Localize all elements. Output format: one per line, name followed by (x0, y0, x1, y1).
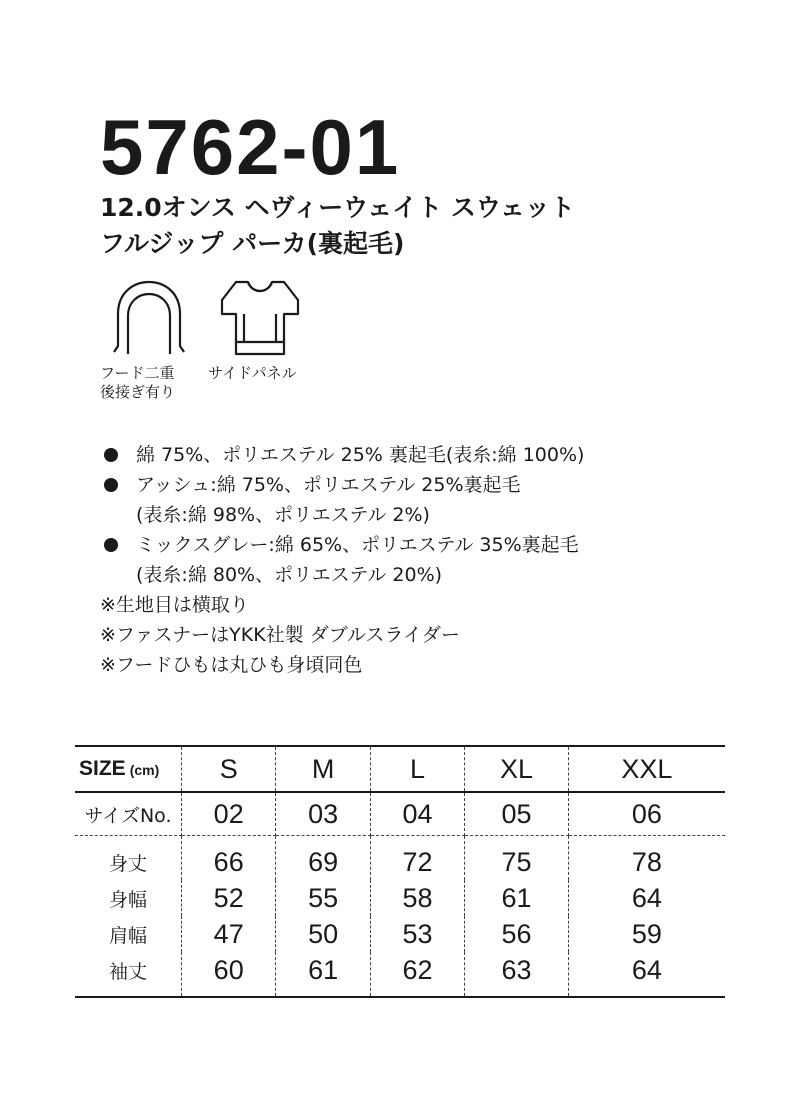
size-column-header: XL (465, 746, 568, 792)
size-number-row (75, 792, 725, 836)
product-name-line2: フルジップ パーカ(裏起毛) (100, 229, 405, 258)
table-cell: 64 (631, 882, 662, 913)
table-cell: 64 (631, 954, 662, 985)
table-cell: 50 (276, 916, 370, 952)
note: ※フードひもは丸ひも身頃同色 (100, 654, 363, 676)
material-specs (100, 440, 740, 680)
size-column-header: L (370, 746, 464, 792)
table-cell: 03 (276, 792, 370, 836)
side-panel-icon (220, 278, 300, 358)
table-cell: 62 (370, 952, 464, 997)
table-cell: 52 (182, 880, 276, 916)
table-cell: 75 (465, 836, 568, 881)
row-label: 肩幅 (75, 916, 182, 952)
product-name-line1: 12.0オンス ヘヴィーウェイト スウェット (100, 193, 575, 222)
table-cell: 04 (370, 792, 464, 836)
material-item: 綿 75%、ポリエステル 25% 裏起毛(表糸:綿 100%) (100, 440, 740, 470)
note: ※生地目は横取り (100, 594, 249, 616)
table-row (75, 916, 725, 952)
bullet-icon (104, 448, 118, 462)
table-cell: 69 (276, 836, 370, 881)
table-cell: 72 (370, 836, 464, 881)
table-cell: 58 (370, 880, 464, 916)
table-row (75, 952, 725, 997)
note: ※ファスナーはYKK社製 ダブルスライダー (100, 624, 460, 646)
size-column-header: XXL (568, 746, 725, 792)
table-cell: 55 (276, 880, 370, 916)
table-cell: 02 (182, 792, 276, 836)
table-row (75, 880, 725, 916)
table-cell: 47 (182, 916, 276, 952)
material-item: ミックスグレー:綿 65%、ポリエステル 35%裏起毛 (表糸:綿 80%、ポリエステル 20%) (100, 530, 740, 590)
table-cell: 05 (465, 792, 568, 836)
table-cell: 60 (182, 952, 276, 997)
feature-label-double-hood: フード二重 後接ぎ有り (100, 364, 176, 401)
row-label: 袖丈 (75, 952, 182, 997)
table-cell: 63 (465, 952, 568, 997)
bullet-icon (104, 538, 118, 552)
table-cell: 56 (465, 916, 568, 952)
bullet-icon (104, 478, 118, 492)
product-code: 5762-01 (100, 103, 401, 191)
size-header-row (75, 746, 725, 792)
size-title: SIZE (cm) (75, 746, 182, 792)
product-name (100, 190, 740, 262)
table-row (75, 836, 725, 881)
table-cell: 61 (276, 952, 370, 997)
row-label: サイズNo. (75, 792, 182, 836)
table-cell: 59 (631, 918, 662, 949)
size-column-header: M (276, 746, 370, 792)
table-cell: 78 (631, 846, 662, 877)
feature-label-side-panel: サイドパネル (208, 364, 297, 382)
row-label: 身丈 (75, 836, 182, 881)
table-cell: 61 (465, 880, 568, 916)
material-item: アッシュ:綿 75%、ポリエステル 25%裏起毛 (表糸:綿 98%、ポリエステル 2%) (100, 470, 740, 530)
size-column-header: S (182, 746, 276, 792)
table-cell: 06 (568, 792, 725, 836)
row-label: 身幅 (75, 880, 182, 916)
table-cell: 53 (370, 916, 464, 952)
table-cell: 66 (182, 836, 276, 881)
size-table (75, 745, 725, 998)
double-hood-icon (108, 278, 190, 360)
